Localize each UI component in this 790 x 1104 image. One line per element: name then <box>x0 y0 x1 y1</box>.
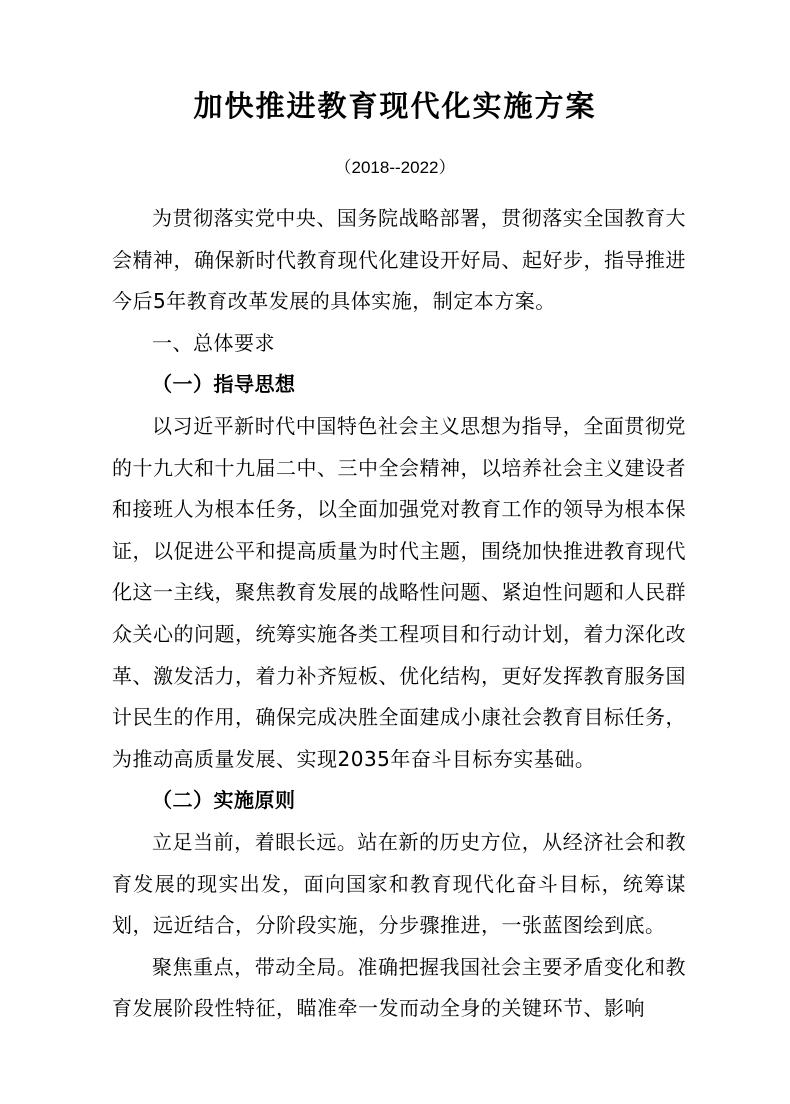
guiding-ideology-paragraph: 以习近平新时代中国特色社会主义思想为指导，全面贯彻党的十九大和十九届二中、三中全会精神，以培养社会主义建设者和接班人为根本任务，以全面加强党对教育工作的领导为根本保证，以促进公平和提高质量为时代主题，围绕加快推进教育现代化这一主线，聚焦教育发展的战略性问题、紧迫性问题和人民群众关心的问题，统筹实施各类工程项目和行动计划，着力深化改革、激发活力，着力补齐短板、优化结构，更好发挥教育服务国计民生的作用，确保完成决胜全面建成小康社会教育目标任务，为推动高质量发展、实现2035年奋斗目标夯实基础。 <box>112 413 686 771</box>
document-title: 加快推进教育现代化实施方案 <box>193 89 597 123</box>
subsection-heading-guiding-ideology: （一）指导思想 <box>152 372 296 397</box>
section-heading-overall-requirements: 一、总体要求 <box>152 330 275 355</box>
intro-paragraph: 为贯彻落实党中央、国务院战略部署，贯彻落实全国教育大会精神，确保新时代教育现代化建设开好局、起好步，指导推进今后5年教育改革发展的具体实施，制定本方案。 <box>112 206 686 314</box>
principle-paragraph-1: 立足当前，着眼长远。站在新的历史方位，从经济社会和教育发展的现实出发，面向国家和教育现代化奋斗目标，统筹谋划，远近结合，分阶段实施，分步骤推进，一张蓝图绘到底。 <box>112 829 686 938</box>
principle-paragraph-2: 聚焦重点，带动全局。准确把握我国社会主要矛盾变化和教育发展阶段性特征，瞄准牵一发而动全身的关键环节、影响 <box>112 954 686 1021</box>
document-body <box>112 198 686 1030</box>
subsection-heading-implementation-principles: （二）实施原则 <box>152 788 296 813</box>
date-range: （2018--2022） <box>334 158 456 177</box>
